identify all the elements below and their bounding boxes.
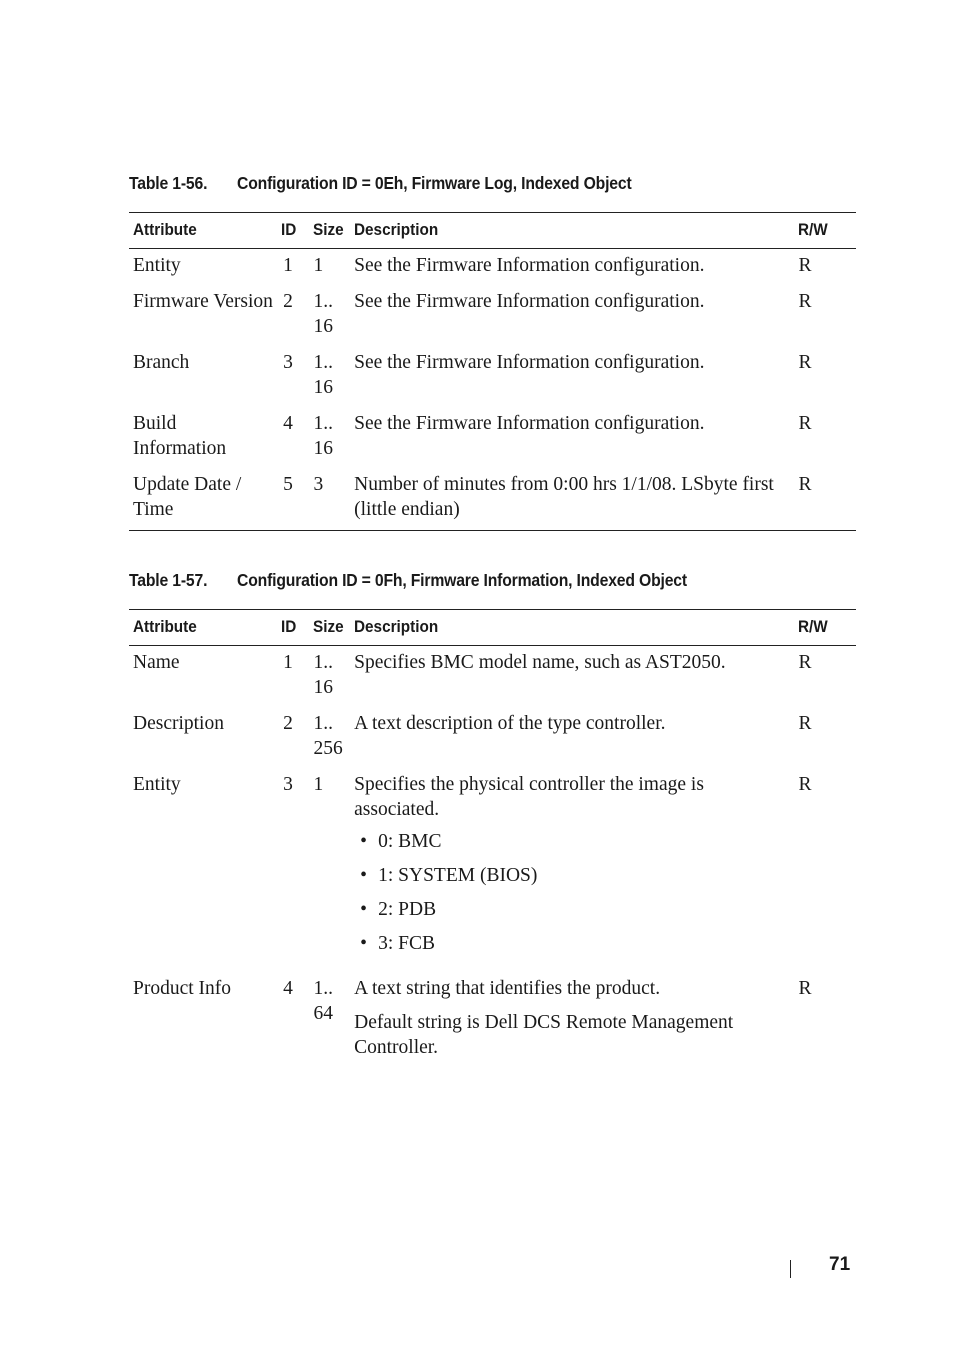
entity-options-list — [354, 829, 790, 956]
list-item: • 1: SYSTEM (BIOS) — [354, 863, 790, 888]
description-extra-text: Default string is Dell DCS Remote Management Controller. — [354, 1012, 734, 1058]
cell-attribute: Name — [133, 652, 180, 673]
cell-description: See the Firmware Information configuration. — [354, 413, 705, 434]
cell-description: Specifies BMC model name, such as AST2050. — [354, 652, 726, 673]
cell-description: See the Firmware Information configuration. — [354, 291, 705, 312]
header-attribute: Attribute — [129, 610, 277, 646]
page-number: 71 — [829, 1254, 851, 1275]
description-text: Specifies the physical controller the image is associated. — [354, 774, 704, 820]
cell-id: 3 — [283, 774, 293, 795]
footer-divider — [790, 1260, 791, 1278]
cell-attribute: Description — [133, 713, 224, 734]
cell-description — [350, 769, 794, 973]
cell-rw: R — [798, 352, 812, 373]
cell-attribute: Entity — [133, 774, 181, 795]
cell-description: A text description of the type controller. — [354, 713, 666, 734]
cell-attribute: Update Date / Time — [129, 469, 277, 531]
cell-rw: R — [798, 652, 812, 673]
cell-rw: R — [798, 291, 812, 312]
firmware-information-table — [129, 609, 856, 1068]
header-id: ID — [277, 213, 309, 249]
cell-rw: R — [794, 469, 856, 531]
cell-size: 1.. 16 — [313, 413, 333, 459]
table-row — [129, 646, 856, 709]
table-row — [129, 249, 856, 287]
cell-size: 1.. 16 — [313, 352, 333, 398]
cell-description: See the Firmware Information configuration. — [354, 255, 705, 276]
cell-id: 5 — [277, 469, 309, 531]
header-description: Description — [350, 213, 794, 249]
cell-id: 2 — [283, 291, 293, 312]
table-header-row — [129, 610, 856, 646]
cell-attribute: Build Information — [133, 413, 227, 459]
table-1-56-label: Table 1-56. — [129, 173, 208, 193]
cell-size: 1.. 16 — [313, 652, 333, 698]
description-text: A text string that identifies the product. — [354, 978, 661, 999]
header-id: ID — [277, 610, 309, 646]
cell-attribute: Entity — [133, 255, 181, 276]
cell-rw: R — [798, 255, 812, 276]
table-row — [129, 973, 856, 1068]
table-1-57-label: Table 1-57. — [129, 570, 208, 590]
table-row — [129, 469, 856, 531]
header-description: Description — [350, 610, 794, 646]
cell-description: See the Firmware Information configuration. — [354, 352, 705, 373]
cell-description — [350, 973, 794, 1068]
table-1-57-title: Configuration ID = 0Fh, Firmware Information, Indexed Object — [237, 570, 687, 590]
table-1-57-caption — [129, 570, 687, 591]
table-row — [129, 347, 856, 408]
table-header-row — [129, 213, 856, 249]
cell-rw: R — [798, 713, 812, 734]
table-row — [129, 708, 856, 769]
cell-size: 3 — [309, 469, 350, 531]
list-item: • 0: BMC — [354, 829, 790, 854]
cell-rw: R — [798, 978, 812, 999]
list-item: • 2: PDB — [354, 897, 790, 922]
firmware-log-table — [129, 212, 856, 531]
table-1-56-title: Configuration ID = 0Eh, Firmware Log, Indexed Object — [237, 173, 632, 193]
cell-size: 1 — [313, 774, 324, 795]
cell-attribute: Product Info — [133, 978, 232, 999]
cell-id: 4 — [283, 413, 293, 434]
table-1-56-caption — [129, 173, 632, 194]
cell-rw: R — [798, 774, 812, 795]
cell-size: 1.. 256 — [313, 713, 343, 759]
header-rw: R/W — [794, 610, 856, 646]
table-row — [129, 408, 856, 469]
table-row — [129, 286, 856, 347]
header-size: Size — [309, 213, 350, 249]
cell-size: 1.. 16 — [313, 291, 333, 337]
cell-size: 1 — [313, 255, 324, 276]
table-row — [129, 769, 856, 973]
cell-attribute: Firmware Version — [133, 291, 273, 312]
header-attribute: Attribute — [129, 213, 277, 249]
cell-rw: R — [798, 413, 812, 434]
list-item: • 3: FCB — [354, 931, 790, 956]
cell-attribute: Branch — [133, 352, 190, 373]
cell-id: 1 — [283, 652, 293, 673]
cell-size: 1.. 64 — [313, 978, 333, 1024]
header-rw: R/W — [794, 213, 856, 249]
cell-id: 1 — [283, 255, 293, 276]
cell-id: 3 — [283, 352, 293, 373]
cell-id: 4 — [283, 978, 293, 999]
header-size: Size — [309, 610, 350, 646]
cell-description: Number of minutes from 0:00 hrs 1/1/08. LSbyte first (little endian) — [350, 469, 794, 531]
cell-id: 2 — [283, 713, 293, 734]
